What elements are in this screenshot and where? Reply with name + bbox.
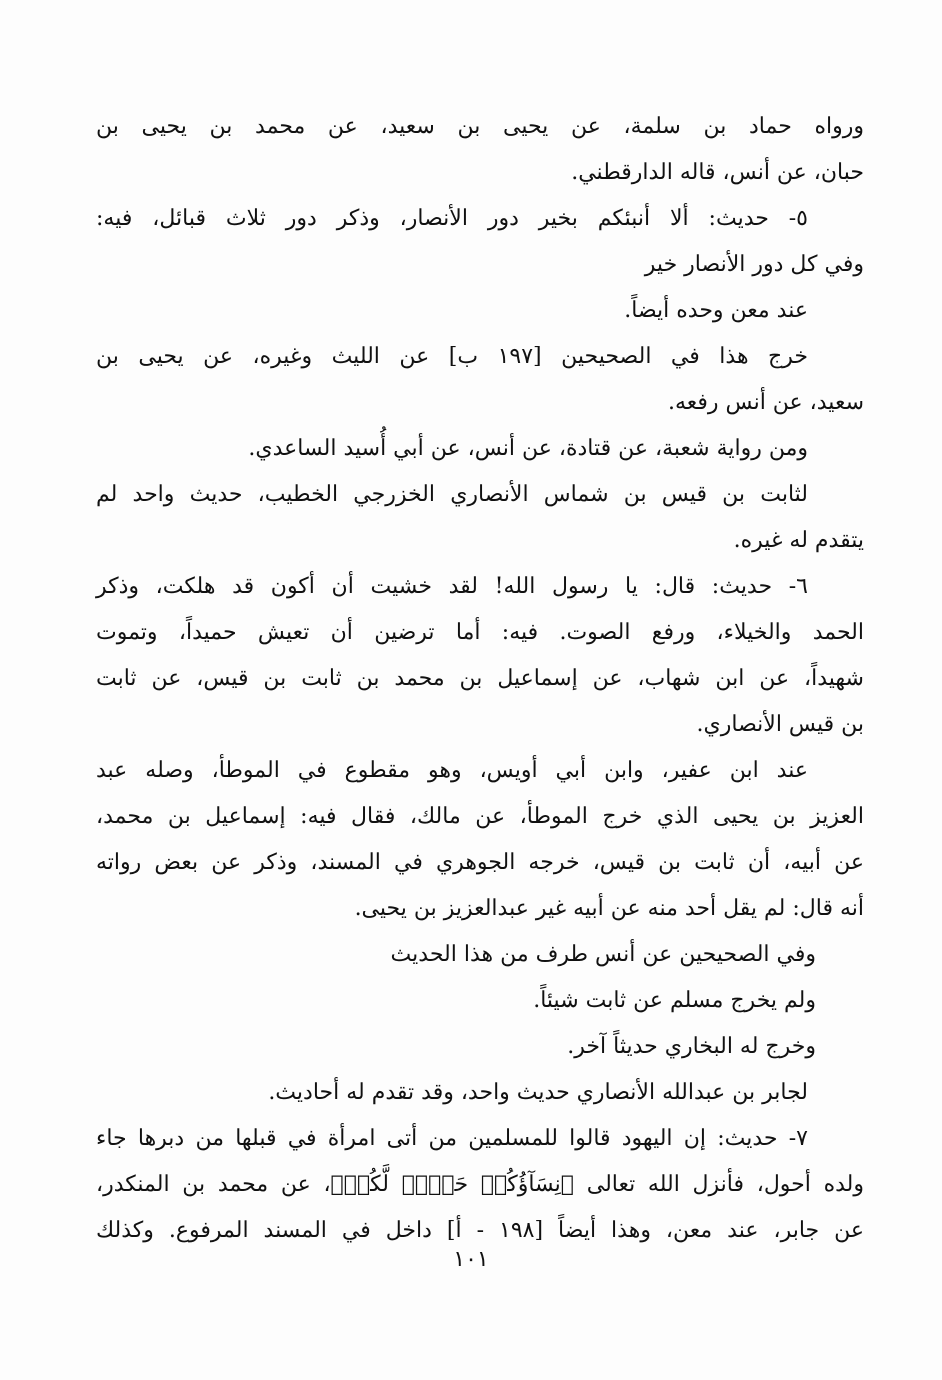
text-line: سعيد، عن أنس رفعه. <box>667 390 864 415</box>
text-line: لثابت بن قيس بن شماس الأنصاري الخزرجي الخطيب، حديث واحد لم <box>96 482 808 507</box>
text-line: ومن رواية شعبة، عن قتادة، عن أنس، عن أبي أُسيد الساعدي. <box>248 436 808 461</box>
text-line: عند ابن عفير، وابن أبي أويس، وهو مقطوع في الموطأ، وصله عبد <box>96 758 808 783</box>
text-line: وفي الصحيحين عن أنس طرف من هذا الحديث <box>390 942 816 967</box>
text-line: يتقدم له غيره. <box>733 528 864 553</box>
text-line: الحمد والخيلاء، ورفع الصوت. فيه: أما ترضين أن تعيش حميداً، وتموت <box>96 620 864 645</box>
text-line: عند معن وحده أيضاً. <box>624 298 808 323</box>
text-line: ٥- حديث: ألا أنبئكم بخير دور الأنصار، وذكر دور ثلاث قبائل، فيه: <box>96 206 808 231</box>
text-line: ولده أحول، فأنزل الله تعالى ﴿نِسَآؤُكُمۡ حَرۡثٞ لَّكُمۡ﴾، عن محمد بن المنكدر، <box>96 1172 864 1197</box>
text-line: ٦- حديث: قال: يا رسول الله! لقد خشيت أن أكون قد هلكت، وذكر <box>96 574 808 599</box>
text-line: حبان، عن أنس، قاله الدارقطني. <box>571 160 864 185</box>
text-line: ورواه حماد بن سلمة، عن يحيى بن سعيد، عن محمد بن يحيى بن <box>96 114 864 139</box>
text-line: عن جابر، عند معن، وهذا أيضاً [١٩٨ - أ] داخل في المسند المرفوع. وكذلك <box>96 1218 865 1243</box>
page-number: ١٠١ <box>453 1247 489 1272</box>
text-line: العزيز بن يحيى الذي خرج الموطأ، عن مالك، فقال فيه: إسماعيل بن محمد، <box>96 804 864 829</box>
body-text <box>96 104 864 1254</box>
text-line: لجابر بن عبدالله الأنصاري حديث واحد، وقد تقدم له أحاديث. <box>268 1080 808 1105</box>
text-line: شهيداً، عن ابن شهاب، عن إسماعيل بن محمد بن ثابت بن قيس، عن ثابت <box>96 666 864 691</box>
text-line: وخرج له البخاري حديثاً آخر. <box>567 1034 816 1059</box>
text-line: بن قيس الأنصاري. <box>696 712 864 737</box>
text-line: خرج هذا في الصحيحين [١٩٧ ب] عن الليث وغيره، عن يحيى بن <box>96 344 808 369</box>
text-line: أنه قال: لم يقل أحد منه عن أبيه غير عبدالعزيز بن يحيى. <box>354 896 864 921</box>
text-line: وفي كل دور الأنصار خير <box>644 252 864 277</box>
text-line: ولم يخرج مسلم عن ثابت شيئاً. <box>533 988 816 1013</box>
text-line: ٧- حديث: إن اليهود قالوا للمسلمين من أتى امرأة في قبلها من دبرها جاء <box>96 1126 808 1151</box>
text-line: عن أبيه، أن ثابت بن قيس، خرجه الجوهري في المسند، وذكر عن بعض رواته <box>96 850 864 875</box>
